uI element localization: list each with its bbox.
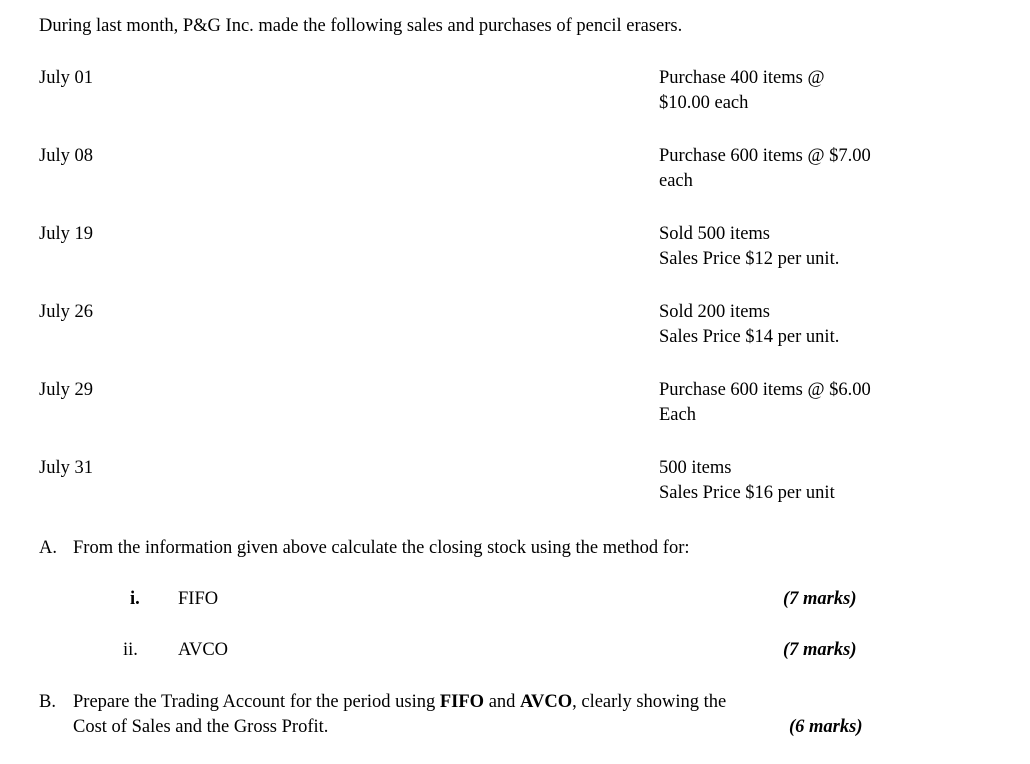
question-b-letter: B. [39, 692, 56, 712]
transaction-line2: each [659, 171, 693, 191]
question-b-marks: (6 marks) [789, 717, 863, 737]
transaction-date: July 01 [39, 68, 93, 88]
transaction-date: July 19 [39, 224, 93, 244]
transaction-description [659, 378, 959, 428]
transaction-line1: Sold 500 items [659, 224, 771, 244]
transaction-date: July 26 [39, 302, 93, 322]
transaction-line2: Sales Price $16 per unit [659, 483, 835, 503]
subquestion-marks: (7 marks) [783, 640, 857, 660]
question-b-bold-fifo: FIFO [439, 692, 485, 712]
subquestion-number: ii. [123, 640, 138, 660]
transaction-line1: Purchase 600 items @ $6.00 [659, 380, 871, 400]
subquestion-label: AVCO [178, 640, 229, 660]
question-a [39, 536, 690, 561]
transaction-description [659, 456, 959, 506]
transaction-line1: Purchase 600 items @ $7.00 [659, 146, 871, 166]
transaction-description [659, 300, 959, 350]
transaction-date: July 31 [39, 458, 93, 478]
question-a-text: From the information given above calculate the closing stock using the method for: [73, 538, 690, 558]
subquestion-label: FIFO [178, 589, 219, 609]
transaction-description [659, 144, 959, 194]
subquestion-number: i. [130, 589, 140, 609]
transaction-line2: Sales Price $12 per unit. [659, 249, 840, 269]
transaction-date: July 29 [39, 380, 93, 400]
question-b-text-mid: and [484, 692, 521, 712]
question-a-letter: A. [39, 538, 57, 558]
transaction-line1: 500 items [659, 458, 732, 478]
transaction-line1: Purchase 400 items @ [659, 68, 825, 88]
transaction-date: July 08 [39, 146, 93, 166]
intro-text: During last month, P&G Inc. made the following sales and purchases of pencil erasers. [39, 16, 683, 36]
question-b-bold-avco: AVCO [520, 692, 573, 712]
question-b-text-post: , clearly showing the [572, 692, 727, 712]
transaction-line2: Sales Price $14 per unit. [659, 327, 840, 347]
transaction-description [659, 66, 959, 116]
question-b-text-pre: Prepare the Trading Account for the period using [73, 692, 440, 712]
question-b-line2: Cost of Sales and the Gross Profit. [73, 717, 329, 737]
transaction-description [659, 222, 959, 272]
transaction-line2: Each [659, 405, 696, 425]
transaction-line1: Sold 200 items [659, 302, 771, 322]
transaction-line2: $10.00 each [659, 93, 749, 113]
subquestion-marks: (7 marks) [783, 589, 857, 609]
question-b [39, 690, 726, 715]
